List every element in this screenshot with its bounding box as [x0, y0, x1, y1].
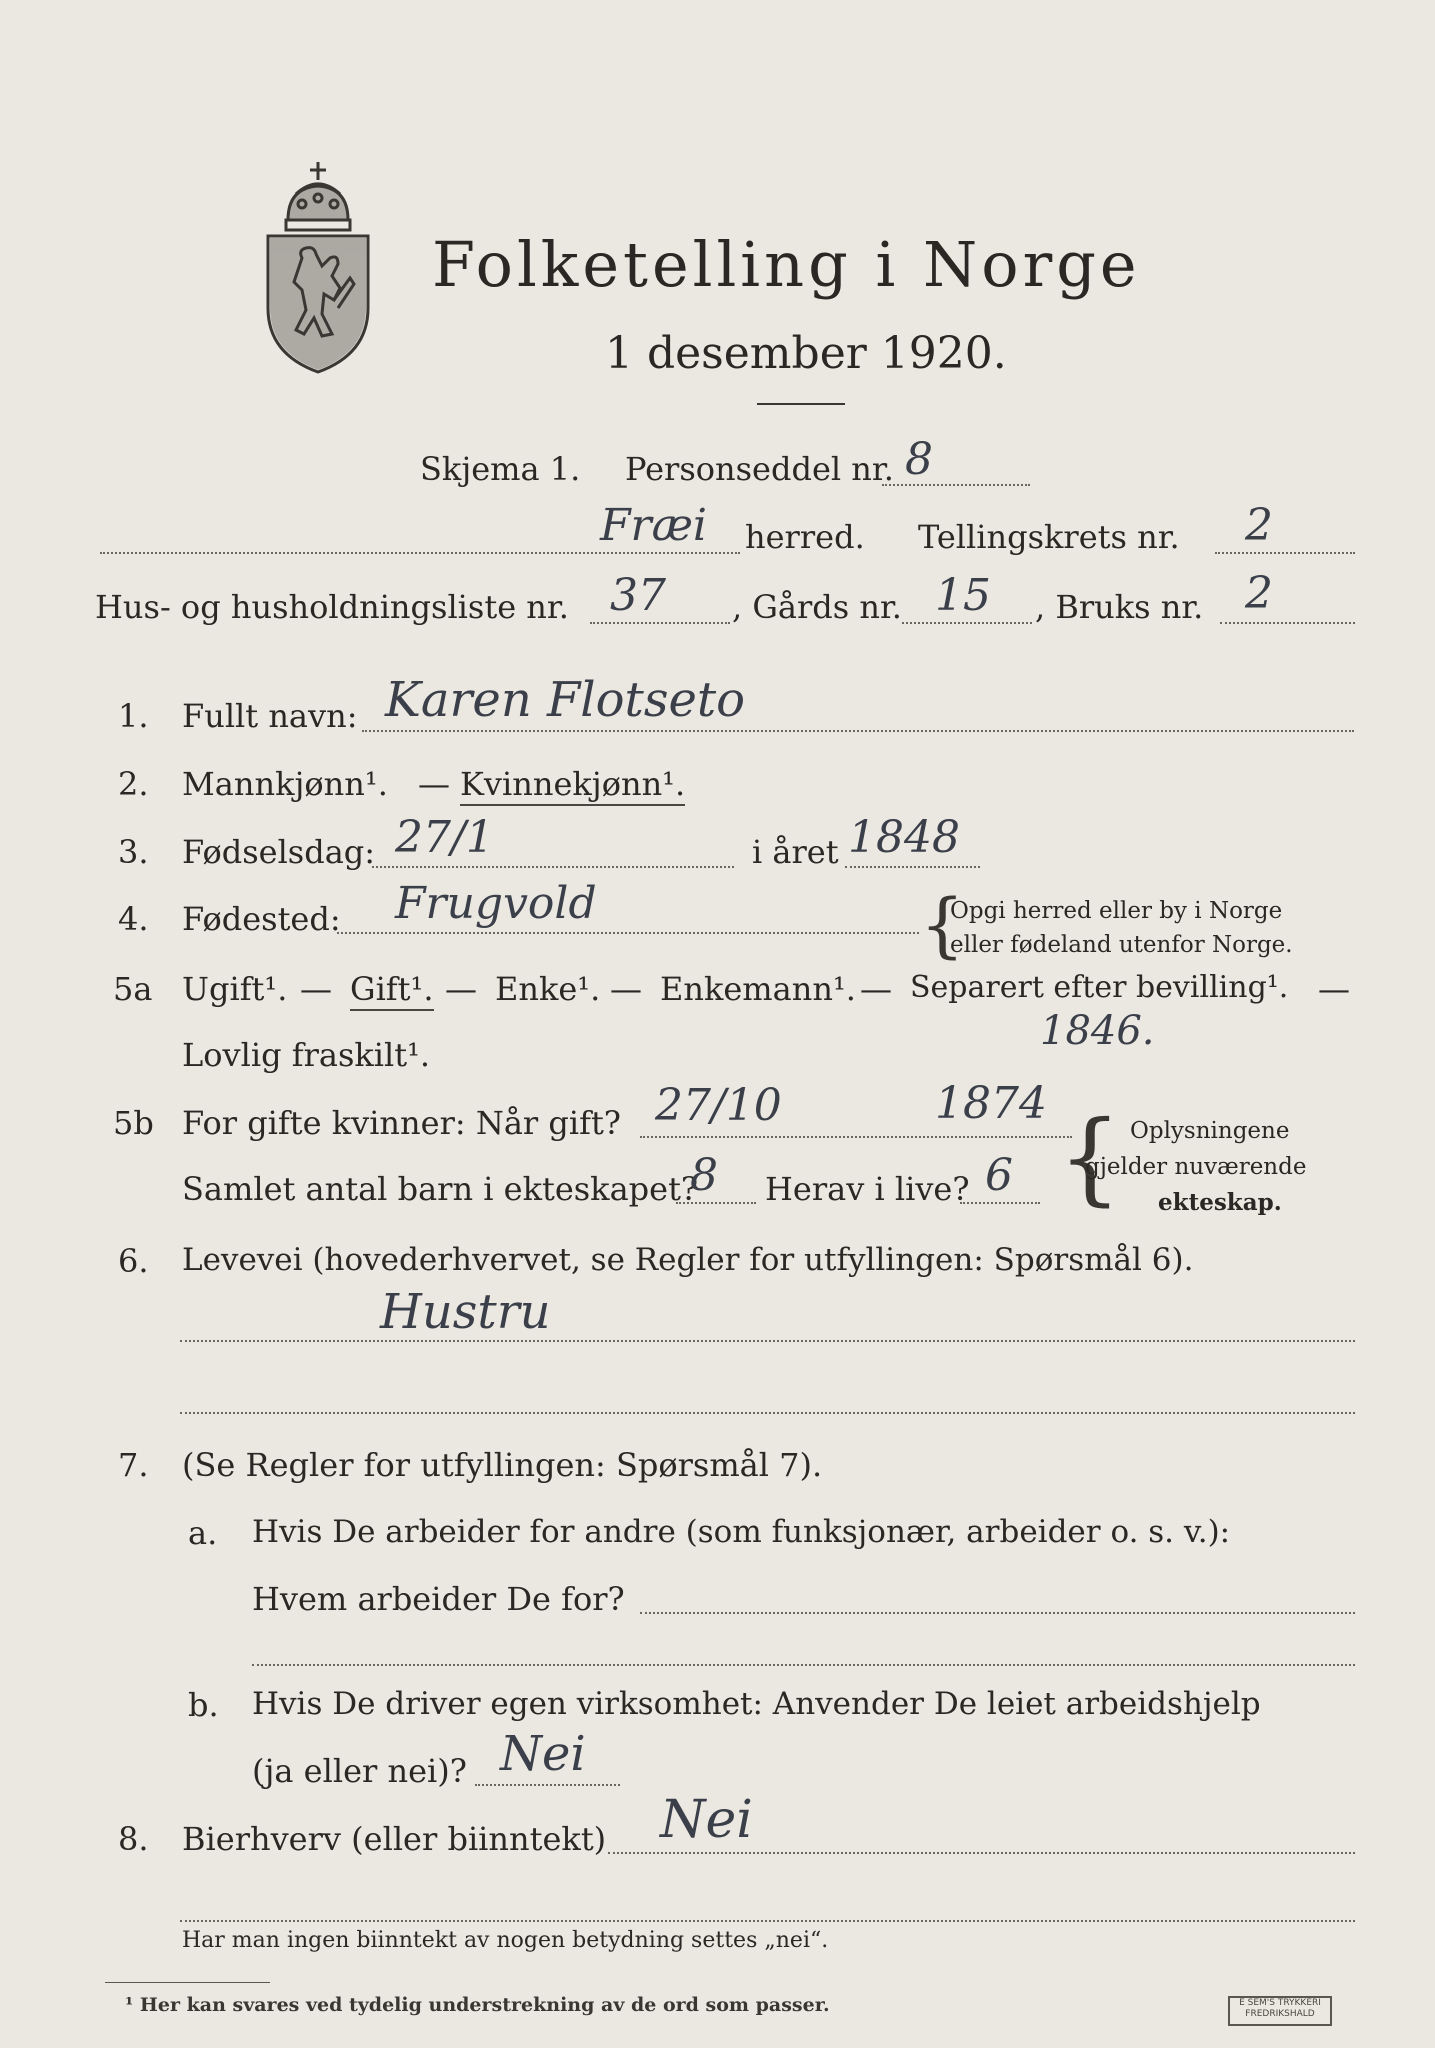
- side-income-value: Nei: [660, 1790, 753, 1850]
- living-children-value: 6: [985, 1150, 1013, 1201]
- hired-help-value: Nei: [500, 1726, 586, 1782]
- full-name-value: Karen Flotseto: [385, 672, 746, 728]
- printer-stamp: E SEM'S TRYKKERI FREDRIKSHALD: [1228, 1996, 1332, 2026]
- side-income-field-line2[interactable]: [180, 1920, 1355, 1922]
- occupation-field-line2[interactable]: [180, 1412, 1355, 1414]
- q7a-line1: Hvis De arbeider for andre (som funksjonær, arbeider o. s. v.):: [252, 1514, 1231, 1550]
- q5a-sep3: —: [610, 970, 642, 1008]
- q1-label: Fullt navn:: [182, 697, 358, 735]
- q6-number: 6.: [118, 1242, 149, 1280]
- q5a-annotation: 1846.: [1040, 1008, 1155, 1054]
- gards-field[interactable]: [902, 622, 1032, 624]
- full-name-field[interactable]: [362, 730, 1354, 732]
- title-divider: [757, 403, 845, 405]
- employer-field[interactable]: [640, 1612, 1355, 1614]
- q4-label: Fødested:: [182, 900, 341, 938]
- bruks-value: 2: [1245, 568, 1273, 619]
- q5a-sep2: —: [445, 970, 477, 1008]
- husliste-value: 37: [610, 570, 666, 621]
- gards-value: 15: [935, 570, 991, 621]
- marital-fraskilt-option[interactable]: Lovlig fraskilt¹.: [182, 1036, 431, 1074]
- birthyear-value: 1848: [848, 812, 960, 863]
- q5b-note-brace: {: [1058, 1099, 1122, 1216]
- marital-ugift-option[interactable]: Ugift¹.: [182, 970, 288, 1008]
- birthyear-label: i året: [752, 833, 839, 871]
- sex-male-option[interactable]: Mannkjønn¹.: [182, 765, 388, 803]
- q5b-note-line1: Oplysningene: [1130, 1118, 1290, 1144]
- tellingskrets-value: 2: [1245, 500, 1273, 551]
- bruks-field[interactable]: [1220, 622, 1355, 624]
- employer-field-line2[interactable]: [252, 1664, 1355, 1666]
- q4-note-line2: eller fødeland utenfor Norge.: [950, 932, 1293, 958]
- q7b-line2: (ja eller nei)?: [252, 1752, 467, 1790]
- bruks-label: , Bruks nr.: [1035, 588, 1204, 626]
- living-children-label: Herav i live?: [765, 1170, 970, 1208]
- q5a-sep4: —: [860, 970, 892, 1008]
- children-label: Samlet antal barn i ekteskapet?: [182, 1170, 699, 1208]
- birthplace-value: Frugvold: [395, 878, 597, 929]
- marital-gift-option[interactable]: Gift¹.: [350, 970, 434, 1011]
- husliste-field[interactable]: [590, 622, 730, 624]
- birthdate-value: 27/1: [395, 812, 494, 863]
- footer-note: Har man ingen biinntekt av nogen betydning settes „nei“.: [182, 1928, 829, 1953]
- marriage-day-value: 27/10: [655, 1080, 782, 1131]
- q7a-line2: Hvem arbeider De for?: [252, 1580, 625, 1618]
- census-date: 1 desember 1920.: [605, 328, 1007, 379]
- q1-number: 1.: [118, 697, 149, 735]
- schema-label: Skjema 1.: [420, 450, 581, 488]
- personseddel-value: 8: [905, 434, 933, 485]
- hired-help-field[interactable]: [475, 1784, 620, 1786]
- q2-number: 2.: [118, 765, 149, 803]
- q3-number: 3.: [118, 833, 149, 871]
- marriage-year-value: 1874: [935, 1078, 1047, 1129]
- q2-separator: —: [418, 765, 450, 803]
- q5a-number: 5a: [113, 970, 153, 1008]
- q8-label: Bierhverv (eller biinntekt): [182, 1820, 607, 1858]
- marital-enkemann-option[interactable]: Enkemann¹.: [660, 970, 856, 1008]
- gards-label: , Gårds nr.: [732, 588, 902, 626]
- tellingskrets-label: Tellingskrets nr.: [918, 518, 1180, 556]
- q4-note-line1: Opgi herred eller by i Norge: [950, 898, 1283, 924]
- living-children-field[interactable]: [960, 1202, 1040, 1204]
- q5b-label: For gifte kvinner: Når gift?: [182, 1104, 621, 1142]
- q5a-sep1: —: [300, 970, 332, 1008]
- q5a-sep5: —: [1318, 970, 1350, 1008]
- husliste-label: Hus- og husholdningsliste nr.: [95, 588, 569, 626]
- q7-number: 7.: [118, 1446, 149, 1484]
- footnote: ¹ Her kan svares ved tydelig understrekning av de ord som passer.: [125, 1994, 830, 2016]
- side-income-field[interactable]: [608, 1852, 1355, 1854]
- footnote-rule: [105, 1982, 270, 1983]
- q4-number: 4.: [118, 900, 149, 938]
- occupation-field[interactable]: [180, 1340, 1355, 1342]
- q5b-note-line3: ekteskap.: [1158, 1189, 1282, 1216]
- q7a-letter: a.: [188, 1514, 218, 1552]
- q8-number: 8.: [118, 1820, 149, 1858]
- q7-label: (Se Regler for utfyllingen: Spørsmål 7).: [182, 1446, 823, 1484]
- occupation-value: Hustru: [380, 1284, 551, 1340]
- q7b-line1: Hvis De driver egen virksomhet: Anvender De leiet arbeidshjelp: [252, 1686, 1261, 1722]
- sex-female-option[interactable]: Kvinnekjønn¹.: [460, 765, 685, 806]
- tellingskrets-field[interactable]: [1215, 552, 1355, 554]
- page-title: Folketelling i Norge: [432, 228, 1141, 301]
- children-field[interactable]: [676, 1202, 756, 1204]
- marital-enke-option[interactable]: Enke¹.: [495, 970, 601, 1008]
- q6-label: Levevei (hovederhvervet, se Regler for utfyllingen: Spørsmål 6).: [182, 1242, 1194, 1278]
- personseddel-label: Personseddel nr.: [625, 450, 894, 488]
- q4-note-brace: {: [920, 884, 965, 966]
- q3-label: Fødselsdag:: [182, 833, 376, 871]
- marital-separert-option[interactable]: Separert efter bevilling¹.: [910, 970, 1289, 1005]
- q5b-number: 5b: [113, 1104, 154, 1142]
- herred-label: herred.: [745, 518, 865, 556]
- herred-value: Fræi: [600, 500, 707, 551]
- birthplace-field[interactable]: [337, 932, 919, 934]
- children-value: 8: [690, 1150, 718, 1201]
- birthdate-field[interactable]: [372, 866, 734, 868]
- q5b-note-line2: gjelder nuværende: [1085, 1154, 1307, 1180]
- herred-field[interactable]: [100, 552, 740, 554]
- marriage-date-field[interactable]: [640, 1136, 1072, 1138]
- q7b-letter: b.: [188, 1686, 219, 1724]
- birthyear-field[interactable]: [845, 866, 980, 868]
- norwegian-coat-of-arms-icon: [258, 158, 378, 378]
